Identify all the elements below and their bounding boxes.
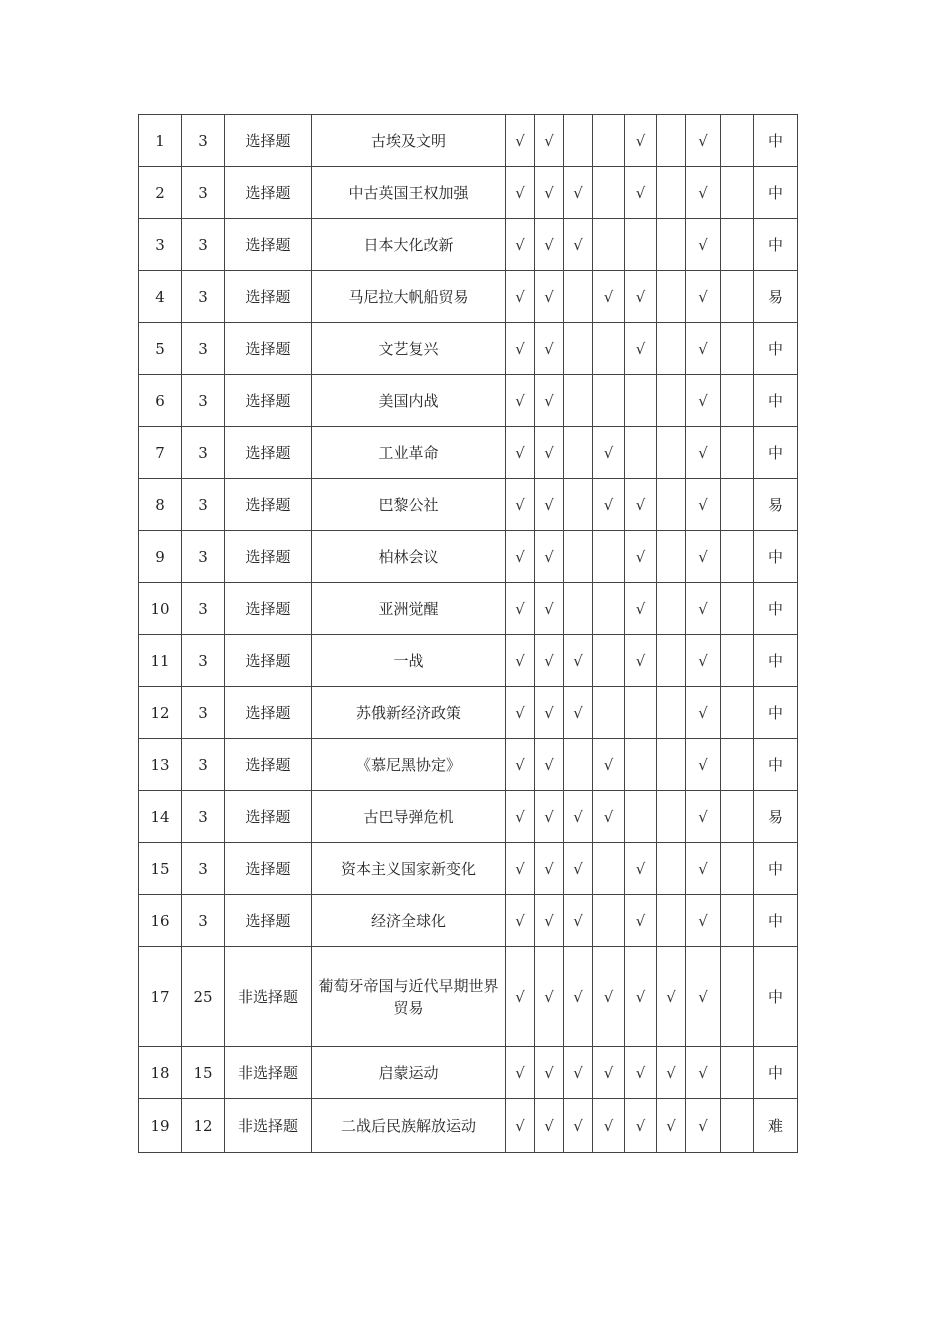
check-cell [625,219,657,271]
topic-cell: 古埃及文明 [312,115,506,167]
check-cell [564,375,593,427]
score-cell: 12 [182,1099,225,1153]
check-cell: √ [686,531,721,583]
check-cell [657,219,686,271]
check-cell: √ [506,1099,535,1153]
topic-cell: 美国内战 [312,375,506,427]
topic-cell: 文艺复兴 [312,323,506,375]
check-cell [721,375,754,427]
table-row [139,219,798,271]
check-cell: √ [686,1099,721,1153]
check-cell: √ [686,947,721,1047]
check-cell: √ [535,271,564,323]
check-cell: √ [506,583,535,635]
check-cell [721,115,754,167]
check-cell [657,479,686,531]
check-cell: √ [506,791,535,843]
difficulty-cell: 中 [754,947,798,1047]
check-cell [593,375,625,427]
topic-cell: 葡萄牙帝国与近代早期世界贸易 [312,947,506,1047]
check-cell: √ [625,947,657,1047]
score-cell: 3 [182,791,225,843]
table-row [139,323,798,375]
question-number-cell: 1 [139,115,182,167]
check-cell: √ [686,791,721,843]
check-cell: √ [535,375,564,427]
difficulty-cell: 难 [754,1099,798,1153]
check-cell: √ [564,635,593,687]
check-cell: √ [506,687,535,739]
question-number-cell: 16 [139,895,182,947]
check-cell [657,167,686,219]
check-cell: √ [535,739,564,791]
question-number-cell: 8 [139,479,182,531]
table-row [139,583,798,635]
score-cell: 3 [182,895,225,947]
check-cell: √ [657,1047,686,1099]
difficulty-cell: 中 [754,739,798,791]
question-number-cell: 4 [139,271,182,323]
question-number-cell: 6 [139,375,182,427]
check-cell: √ [564,843,593,895]
check-cell: √ [593,271,625,323]
check-cell: √ [564,219,593,271]
check-cell: √ [686,687,721,739]
topic-cell: 工业革命 [312,427,506,479]
check-cell: √ [593,1047,625,1099]
check-cell [657,895,686,947]
check-cell [564,531,593,583]
check-cell: √ [686,167,721,219]
check-cell: √ [625,531,657,583]
check-cell [721,635,754,687]
table-row [139,687,798,739]
question-type-cell: 选择题 [225,739,312,791]
check-cell: √ [593,739,625,791]
topic-cell: 亚洲觉醒 [312,583,506,635]
check-cell [721,791,754,843]
check-cell [593,115,625,167]
check-cell: √ [686,895,721,947]
table-row [139,843,798,895]
check-cell: √ [506,1047,535,1099]
check-cell: √ [686,1047,721,1099]
score-cell: 3 [182,323,225,375]
check-cell [721,1099,754,1153]
question-number-cell: 9 [139,531,182,583]
topic-cell: 巴黎公社 [312,479,506,531]
check-cell [721,843,754,895]
check-cell [657,271,686,323]
check-cell: √ [506,531,535,583]
difficulty-cell: 易 [754,479,798,531]
check-cell: √ [686,583,721,635]
question-number-cell: 11 [139,635,182,687]
topic-cell: 中古英国王权加强 [312,167,506,219]
topic-cell: 日本大化改新 [312,219,506,271]
check-cell: √ [625,271,657,323]
score-cell: 3 [182,583,225,635]
check-cell: √ [535,323,564,375]
check-cell: √ [535,531,564,583]
difficulty-cell: 中 [754,895,798,947]
check-cell: √ [686,427,721,479]
table-row [139,895,798,947]
check-cell: √ [564,895,593,947]
check-cell: √ [506,115,535,167]
question-type-cell: 选择题 [225,843,312,895]
question-type-cell: 选择题 [225,115,312,167]
check-cell [721,531,754,583]
check-cell: √ [535,1099,564,1153]
question-type-cell: 选择题 [225,479,312,531]
check-cell: √ [593,427,625,479]
table-body [139,115,798,1153]
check-cell: √ [535,427,564,479]
check-cell: √ [593,947,625,1047]
check-cell [657,427,686,479]
question-type-cell: 非选择题 [225,1047,312,1099]
check-cell [657,375,686,427]
question-number-cell: 13 [139,739,182,791]
check-cell [593,895,625,947]
check-cell: √ [535,843,564,895]
question-number-cell: 14 [139,791,182,843]
score-cell: 15 [182,1047,225,1099]
check-cell: √ [686,739,721,791]
check-cell [593,843,625,895]
check-cell: √ [686,375,721,427]
check-cell: √ [657,1099,686,1153]
check-cell [625,739,657,791]
check-cell: √ [593,1099,625,1153]
check-cell [593,635,625,687]
check-cell: √ [593,791,625,843]
difficulty-cell: 中 [754,531,798,583]
table-row [139,635,798,687]
check-cell: √ [535,947,564,1047]
check-cell [564,323,593,375]
difficulty-cell: 中 [754,843,798,895]
check-cell: √ [686,843,721,895]
difficulty-cell: 易 [754,271,798,323]
check-cell [721,479,754,531]
check-cell [657,687,686,739]
question-type-cell: 选择题 [225,375,312,427]
check-cell: √ [506,739,535,791]
check-cell [564,427,593,479]
question-type-cell: 非选择题 [225,1099,312,1153]
question-type-cell: 选择题 [225,687,312,739]
check-cell: √ [625,583,657,635]
score-cell: 3 [182,843,225,895]
check-cell: √ [535,219,564,271]
check-cell [721,323,754,375]
question-type-cell: 选择题 [225,635,312,687]
check-cell [564,479,593,531]
score-cell: 3 [182,375,225,427]
check-cell [593,687,625,739]
check-cell [657,531,686,583]
check-cell: √ [535,687,564,739]
table-row [139,167,798,219]
topic-cell: 二战后民族解放运动 [312,1099,506,1153]
question-number-cell: 15 [139,843,182,895]
question-number-cell: 17 [139,947,182,1047]
question-type-cell: 选择题 [225,791,312,843]
question-type-cell: 选择题 [225,427,312,479]
check-cell: √ [686,271,721,323]
difficulty-cell: 易 [754,791,798,843]
check-cell: √ [686,635,721,687]
check-cell: √ [625,479,657,531]
question-type-cell: 选择题 [225,323,312,375]
topic-cell: 《慕尼黑协定》 [312,739,506,791]
table-row [139,271,798,323]
question-number-cell: 19 [139,1099,182,1153]
check-cell [657,583,686,635]
score-cell: 25 [182,947,225,1047]
check-cell: √ [506,219,535,271]
difficulty-cell: 中 [754,427,798,479]
check-cell: √ [506,843,535,895]
check-cell: √ [564,1047,593,1099]
check-cell: √ [625,1047,657,1099]
check-cell [721,687,754,739]
check-cell: √ [506,271,535,323]
score-cell: 3 [182,115,225,167]
difficulty-cell: 中 [754,115,798,167]
check-cell: √ [564,167,593,219]
question-type-cell: 非选择题 [225,947,312,1047]
check-cell [721,895,754,947]
check-cell [625,791,657,843]
check-cell: √ [625,895,657,947]
topic-cell: 一战 [312,635,506,687]
topic-cell: 经济全球化 [312,895,506,947]
check-cell [593,167,625,219]
table-row [139,115,798,167]
score-cell: 3 [182,219,225,271]
check-cell: √ [657,947,686,1047]
question-type-cell: 选择题 [225,583,312,635]
score-cell: 3 [182,739,225,791]
check-cell [657,791,686,843]
check-cell [593,531,625,583]
question-type-cell: 选择题 [225,895,312,947]
check-cell: √ [686,479,721,531]
topic-cell: 马尼拉大帆船贸易 [312,271,506,323]
check-cell: √ [535,791,564,843]
score-cell: 3 [182,635,225,687]
table-row [139,1047,798,1099]
question-number-cell: 7 [139,427,182,479]
difficulty-cell: 中 [754,687,798,739]
check-cell: √ [506,427,535,479]
check-cell: √ [506,323,535,375]
question-number-cell: 12 [139,687,182,739]
question-type-cell: 选择题 [225,271,312,323]
check-cell [564,739,593,791]
check-cell [657,739,686,791]
check-cell [625,375,657,427]
table-row [139,375,798,427]
score-cell: 3 [182,687,225,739]
check-cell [625,687,657,739]
check-cell [657,843,686,895]
check-cell [593,583,625,635]
score-cell: 3 [182,271,225,323]
check-cell: √ [564,1099,593,1153]
topic-cell: 启蒙运动 [312,1047,506,1099]
check-cell [657,323,686,375]
check-cell [721,583,754,635]
check-cell [593,219,625,271]
check-cell [657,115,686,167]
check-cell: √ [625,167,657,219]
difficulty-cell: 中 [754,583,798,635]
topic-cell: 资本主义国家新变化 [312,843,506,895]
question-type-cell: 选择题 [225,219,312,271]
check-cell: √ [535,635,564,687]
topic-cell: 苏俄新经济政策 [312,687,506,739]
check-cell [721,1047,754,1099]
check-cell [721,947,754,1047]
question-number-cell: 2 [139,167,182,219]
check-cell [721,167,754,219]
table-row [139,739,798,791]
check-cell: √ [506,375,535,427]
check-cell: √ [564,947,593,1047]
difficulty-cell: 中 [754,375,798,427]
table-row [139,791,798,843]
check-cell: √ [625,843,657,895]
check-cell: √ [535,895,564,947]
check-cell: √ [506,895,535,947]
check-cell: √ [625,115,657,167]
check-cell: √ [625,635,657,687]
check-cell: √ [535,583,564,635]
check-cell [721,739,754,791]
check-cell [657,635,686,687]
score-cell: 3 [182,167,225,219]
check-cell: √ [625,1099,657,1153]
check-cell [593,323,625,375]
score-cell: 3 [182,427,225,479]
check-cell [625,427,657,479]
question-number-cell: 18 [139,1047,182,1099]
check-cell [564,115,593,167]
check-cell: √ [535,1047,564,1099]
check-cell: √ [506,167,535,219]
table-row [139,531,798,583]
question-type-cell: 选择题 [225,167,312,219]
question-number-cell: 3 [139,219,182,271]
check-cell: √ [686,219,721,271]
table-row [139,427,798,479]
difficulty-cell: 中 [754,323,798,375]
difficulty-cell: 中 [754,219,798,271]
question-type-cell: 选择题 [225,531,312,583]
check-cell [721,219,754,271]
difficulty-cell: 中 [754,167,798,219]
score-cell: 3 [182,479,225,531]
difficulty-cell: 中 [754,1047,798,1099]
check-cell [721,427,754,479]
check-cell: √ [564,791,593,843]
check-cell [721,271,754,323]
check-cell: √ [535,115,564,167]
topic-cell: 柏林会议 [312,531,506,583]
check-cell [564,271,593,323]
question-number-cell: 10 [139,583,182,635]
difficulty-cell: 中 [754,635,798,687]
check-cell [564,583,593,635]
check-cell: √ [535,167,564,219]
check-cell: √ [625,323,657,375]
table-row [139,947,798,1047]
check-cell: √ [535,479,564,531]
check-cell: √ [686,115,721,167]
exam-spec-table [138,114,798,1153]
table-row [139,479,798,531]
topic-cell: 古巴导弹危机 [312,791,506,843]
check-cell: √ [506,635,535,687]
check-cell: √ [506,479,535,531]
check-cell: √ [506,947,535,1047]
check-cell: √ [564,687,593,739]
score-cell: 3 [182,531,225,583]
check-cell: √ [686,323,721,375]
table-row [139,1099,798,1153]
check-cell: √ [593,479,625,531]
question-number-cell: 5 [139,323,182,375]
